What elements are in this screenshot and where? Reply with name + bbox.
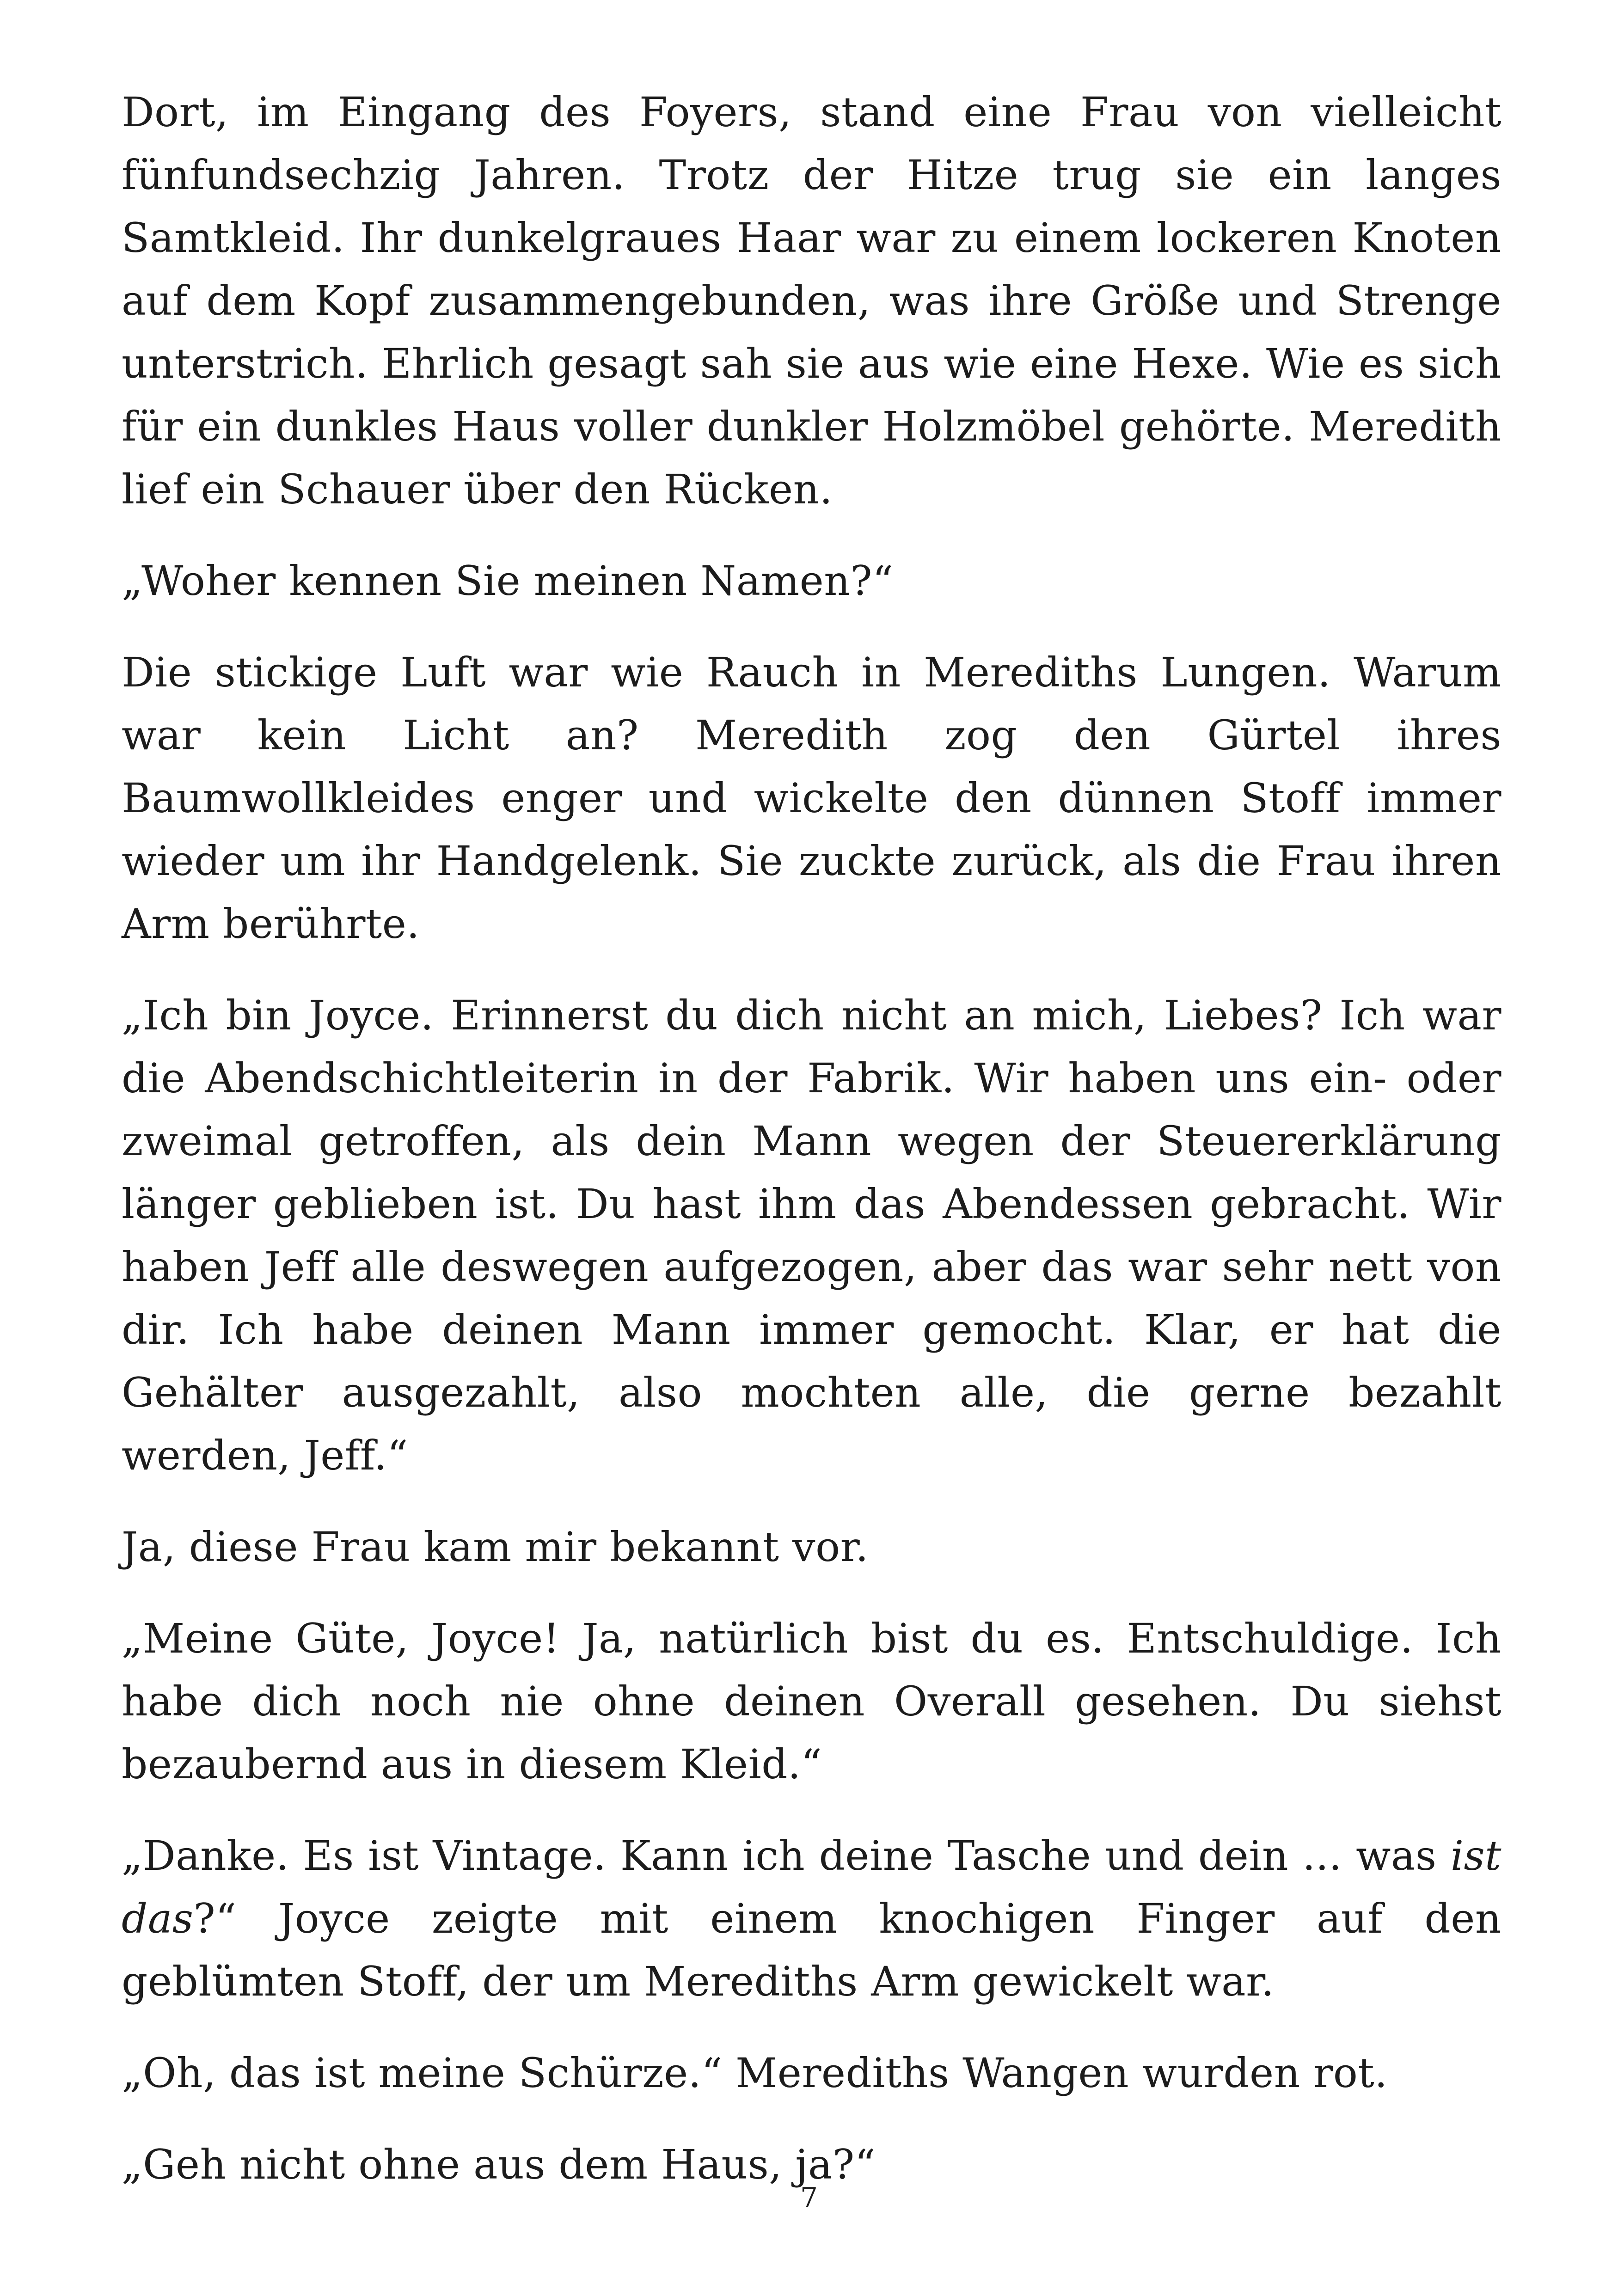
paragraph-7: [122, 1825, 1502, 2013]
page-number: 7: [800, 2182, 818, 2214]
paragraph-5-text: Ja, diese Frau kam mir bekannt vor.: [122, 1523, 869, 1571]
paragraph-1-text: Dort, im Eingang des Foyers, stand eine Frau von vielleicht fünfundsechzig Jahren. Trotz der Hitze trug sie ein langes Samtkleid. Ihr dunkelgraues Haar war zu einem lockeren Knoten auf dem Kopf zusammengebunden, was ihre Größe und Strenge unterstrich. Ehrlich gesagt sah sie aus wie eine Hexe. Wie es sich für ein dunkles Haus voller dunkler Holzmöbel gehörte. Meredith lief ein Schauer über den Rücken.: [122, 88, 1502, 513]
paragraph-8-text: „Oh, das ist meine Schürze.“ Merediths Wangen wurden rot.: [122, 2049, 1388, 2097]
paragraph-6: [122, 1607, 1502, 1796]
paragraph-7-text-b: ?“ Joyce zeigte mit einem knochigen Finger auf den geblümten Stoff, der um Merediths Arm gewickelt war.: [122, 1895, 1502, 2005]
paragraph-4-text: „Ich bin Joyce. Erinnerst du dich nicht an mich, Liebes? Ich war die Abendschichtleiterin in der Fabrik. Wir haben uns ein- oder zweimal getroffen, als dein Mann wegen der Steuererklärung länger geblieben ist. Du hast ihm das Abendessen gebracht. Wir haben Jeff alle deswegen aufgezogen, aber das war sehr nett von dir. Ich habe deinen Mann immer gemocht. Klar, er hat die Gehälter ausgezahlt, also mochten alle, die gerne bezahlt werden, Jeff.“: [122, 992, 1502, 1479]
paragraph-2-text: „Woher kennen Sie meinen Namen?“: [122, 557, 894, 605]
paragraph-6-text: „Meine Güte, Joyce! Ja, natürlich bist du es. Entschuldige. Ich habe dich noch nie ohne deinen Overall gesehen. Du siehst bezaubernd aus in diesem Kleid.“: [122, 1615, 1502, 1788]
paragraph-3: [122, 641, 1502, 955]
paragraph-9-text: „Geh nicht ohne aus dem Haus, ja?“: [122, 2141, 876, 2188]
paragraph-5: [122, 1516, 1502, 1579]
paragraph-7-text-a: „Danke. Es ist Vintage. Kann ich deine Tasche und dein ... was: [122, 1832, 1451, 1880]
document-body: [122, 81, 1502, 2196]
paragraph-4: [122, 984, 1502, 1487]
paragraph-7-italic: ist das: [122, 1832, 1502, 1942]
paragraph-1: [122, 81, 1502, 521]
paragraph-2: [122, 550, 1502, 612]
paragraph-8: [122, 2042, 1502, 2105]
paragraph-3-text: Die stickige Luft war wie Rauch in Merediths Lungen. Warum war kein Licht an? Meredith zog den Gürtel ihres Baumwollkleides enger und wickelte den dünnen Stoff immer wieder um ihr Handgelenk. Sie zuckte zurück, als die Frau ihren Arm berührte.: [122, 649, 1502, 948]
